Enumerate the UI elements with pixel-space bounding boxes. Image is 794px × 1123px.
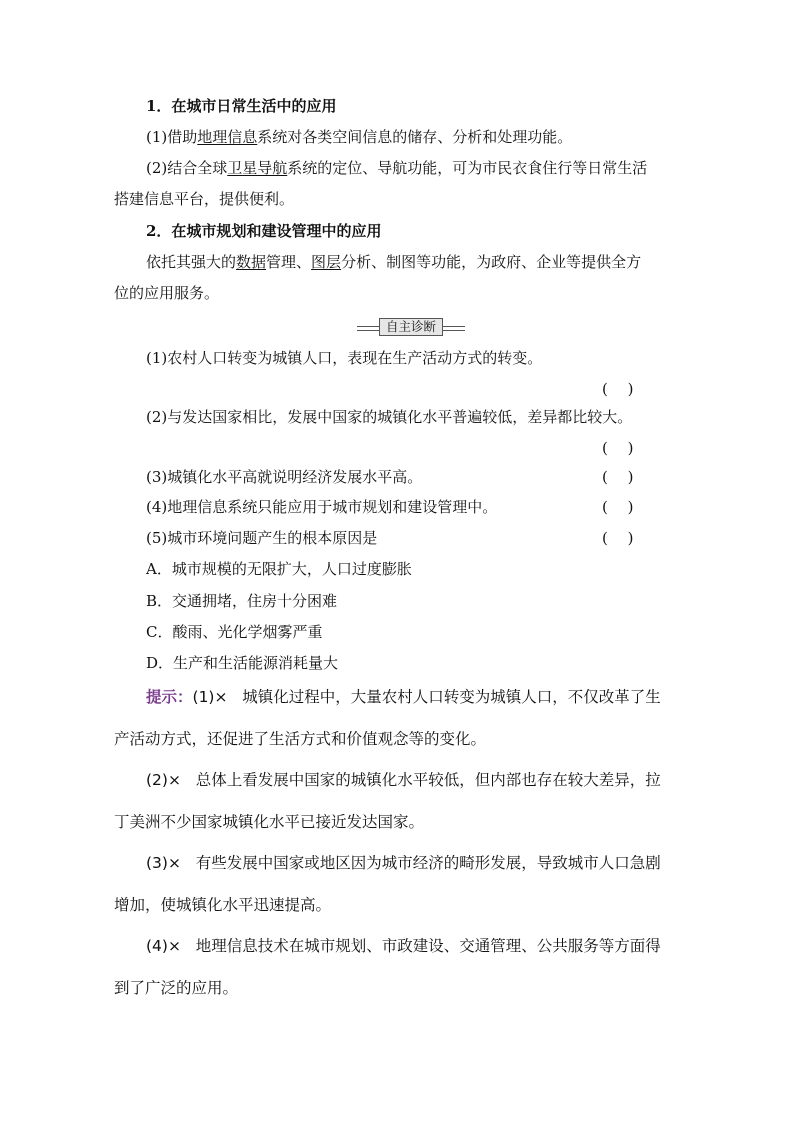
hint-label: 提示： xyxy=(146,688,193,706)
badge-label: 自主诊断 xyxy=(379,318,443,336)
question-5: (5)城市环境问题产生的根本原因是 xyxy=(146,529,378,547)
hint-answer-2 xyxy=(146,773,661,789)
fill-blank-answer: 数据 xyxy=(236,253,267,271)
answer-text-2: 总体上看发展中国家的城镇化水平较低，但内部也存在较大差异，拉 xyxy=(195,771,661,789)
answer-paren-1: ( ) xyxy=(602,380,634,398)
option-c: C．酸雨、光化学烟雾严重 xyxy=(146,623,323,641)
section2-paragraph-continued: 位的应用服务。 xyxy=(114,284,220,302)
badge-left-rule xyxy=(357,326,379,331)
answer-mark-3: (3)× xyxy=(146,854,181,872)
answer-mark-1: (1)× xyxy=(192,688,228,706)
question-1: (1)农村人口转变为城镇人口，表现在生产活动方式的转变。 xyxy=(146,349,543,367)
option-b: B．交通拥堵，住房十分困难 xyxy=(146,592,338,610)
hint-answer-2-continued: 丁美洲不少国家城镇化水平已接近发达国家。 xyxy=(114,813,425,831)
answer-paren-4: ( ) xyxy=(602,498,634,516)
text-span: (1)借助 xyxy=(146,128,198,146)
answer-text-4: 地理信息技术在城市规划、市政建设、交通管理、公共服务等方面得 xyxy=(195,937,661,955)
question-4: (4)地理信息系统只能应用于城市规划和建设管理中。 xyxy=(146,498,498,516)
fill-blank-answer: 卫星导航 xyxy=(227,159,288,177)
fill-blank-answer: 地理信息 xyxy=(197,128,258,146)
answer-mark-2: (2)× xyxy=(146,771,181,789)
question-3: (3)城镇化水平高就说明经济发展水平高。 xyxy=(146,468,423,486)
hint-answer-3 xyxy=(146,856,661,872)
text-span: 依托其强大的 xyxy=(146,253,237,271)
text-span: 系统的定位、导航功能，可为市民衣食住行等日常生活 xyxy=(287,159,648,177)
section1-heading: 1．在城市日常生活中的应用 xyxy=(146,97,337,115)
answer-mark-4: (4)× xyxy=(146,937,181,955)
badge-right-rule xyxy=(443,326,465,331)
option-a: A．城市规模的无限扩大，人口过度膨胀 xyxy=(146,560,412,578)
hint-answer-4 xyxy=(146,939,661,955)
section1-item1 xyxy=(146,130,572,145)
section2-heading: 2．在城市规划和建设管理中的应用 xyxy=(146,222,382,240)
question-2: (2)与发达国家相比，发展中国家的城镇化水平普遍较低，差异都比较大。 xyxy=(146,408,633,426)
answer-text-3: 有些发展中国家或地区因为城市经济的畸形发展，导致城市人口急剧 xyxy=(195,854,661,872)
hint-answer-1 xyxy=(146,690,661,706)
hint-answer-4-continued: 到了广泛的应用。 xyxy=(114,979,239,997)
hint-answer-1-continued: 产活动方式，还促进了生活方式和价值观念等的变化。 xyxy=(114,730,487,748)
self-diagnosis-badge xyxy=(357,318,465,336)
hint-answer-3-continued: 增加，使城镇化水平迅速提高。 xyxy=(114,896,332,914)
answer-text-1: 城镇化过程中，大量农村人口转变为城镇人口，不仅改革了生 xyxy=(242,688,661,706)
text-span: 分析、制图等功能，为政府、企业等提供全方 xyxy=(341,253,642,271)
fill-blank-answer: 图层 xyxy=(311,253,342,271)
answer-paren-5: ( ) xyxy=(602,529,634,547)
text-span: 管理、 xyxy=(266,253,312,271)
text-span: 系统对各类空间信息的储存、分析和处理功能。 xyxy=(257,128,573,146)
section1-item2 xyxy=(146,161,647,176)
section1-item2-continued: 搭建信息平台，提供便利。 xyxy=(114,190,295,208)
text-span: (2)结合全球 xyxy=(146,159,228,177)
answer-paren-2: ( ) xyxy=(602,439,634,457)
answer-paren-3: ( ) xyxy=(602,468,634,486)
section2-paragraph xyxy=(146,255,641,270)
option-d: D．生产和生活能源消耗量大 xyxy=(146,654,339,672)
